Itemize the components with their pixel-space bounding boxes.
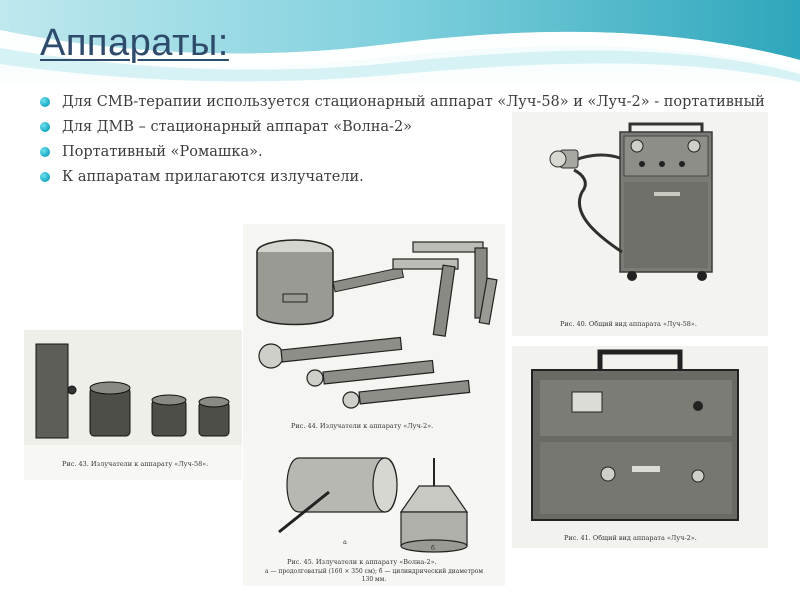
figure-caption: Рис. 45. Излучатели к аппарату «Волна-2».: [287, 558, 437, 566]
bullet-text: Портативный «Ромашка».: [62, 144, 263, 160]
bullet-dot-icon: [40, 122, 50, 132]
figure-luch58-device: [512, 112, 768, 336]
figure-luch58-emitters: [24, 330, 242, 480]
slide-title: Аппараты:: [40, 22, 229, 64]
bullet-text: Для СМВ-терапии используется стационарный аппарат «Луч-58» и «Луч-2» - портативный: [62, 94, 765, 110]
luch2-device-illustration: [512, 346, 768, 548]
figure-luch2-emitters: [243, 224, 505, 436]
luch58-emitters-illustration: [24, 330, 242, 480]
luch58-device-illustration: [512, 112, 768, 336]
figure-note-line2: 130 мм.: [361, 576, 387, 583]
figure-label-a: а: [343, 538, 347, 546]
figure-caption: Рис. 43. Излучатели к аппарату «Луч-58».: [62, 460, 209, 468]
figure-caption: Рис. 41. Общий вид аппарата «Луч-2».: [564, 534, 697, 542]
figure-note-line1: а — продолговатый (160 × 350 см); б — цилиндрический диаметром: [264, 568, 484, 575]
figure-volna2-emitters: [243, 436, 505, 586]
bullet-item: [40, 92, 782, 112]
figure-label-b: б: [431, 544, 435, 552]
bullet-dot-icon: [40, 147, 50, 157]
bullet-dot-icon: [40, 97, 50, 107]
bullet-text: К аппаратам прилагаются излучатели.: [62, 169, 364, 185]
figure-caption: Рис. 44. Излучатели к аппарату «Луч-2».: [291, 422, 434, 430]
bullet-dot-icon: [40, 172, 50, 182]
luch2-emitters-illustration: [243, 224, 505, 436]
bullet-text: Для ДМВ – стационарный аппарат «Волна-2»: [62, 119, 413, 135]
figure-luch2-device: [512, 346, 768, 548]
figure-caption: Рис. 40. Общий вид аппарата «Луч-58».: [560, 320, 697, 328]
